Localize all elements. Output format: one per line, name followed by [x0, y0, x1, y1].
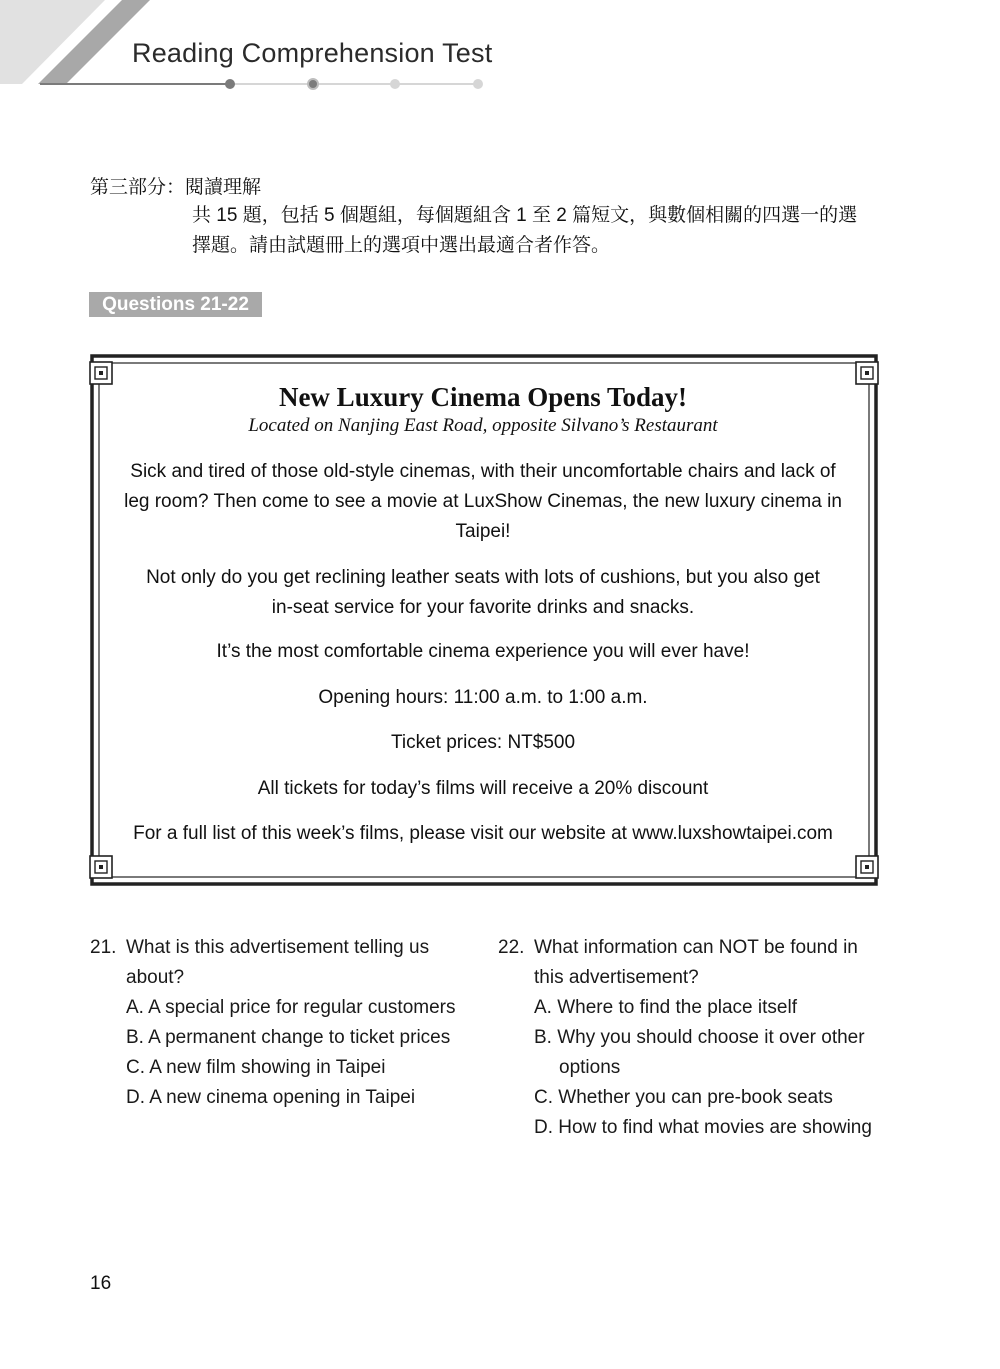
ad-paragraph-1-line-2: leg room? Then come to see a movie at LuxShow Cinemas, the new luxury cinema in [124, 491, 842, 512]
questions-badge: Questions 21-22 [89, 292, 262, 317]
corner-ornament-br [856, 856, 878, 878]
option-b: B. A permanent change to ticket prices [126, 1027, 451, 1048]
section-title: 第三部分：閱讀理解 [90, 177, 262, 198]
corner-ornament-bl [90, 856, 112, 878]
question-stem-line-2: about? [126, 967, 185, 988]
question-number: 22. [498, 937, 525, 958]
ad-discount: All tickets for today’s films will receive a 20% discount [257, 778, 709, 799]
question-stem-line-2: this advertisement? [534, 967, 699, 988]
page-number: 16 [90, 1273, 112, 1294]
question-number: 21. [90, 937, 117, 958]
ad-ticket-prices: Ticket prices: NT$500 [390, 732, 576, 753]
ad-paragraph-3: It’s the most comfortable cinema experience you will ever have! [216, 641, 750, 662]
option-b: B. Why you should choose it over other [534, 1027, 865, 1048]
running-title: Reading Comprehension Test [132, 38, 493, 68]
ad-paragraph-1-line-3: Taipei! [455, 521, 511, 542]
question-21 [90, 933, 490, 1123]
header-dot-4 [473, 79, 483, 89]
section-description-line-1: 共 15 題，包括 5 個題組，每個題組含 1 至 2 篇短文，與數個相關的四選一的選 [192, 205, 858, 226]
option-d: D. A new cinema opening in Taipei [126, 1087, 416, 1108]
corner-ornament-tr [856, 362, 878, 384]
option-c: C. Whether you can pre-book seats [534, 1087, 833, 1108]
option-b-continued: options [559, 1057, 621, 1078]
ad-website: For a full list of this week’s films, please visit our website at www.luxshowtaipei.com [133, 823, 833, 844]
option-a: A. Where to find the place itself [534, 997, 797, 1018]
corner-ornament-tl [90, 362, 112, 384]
ad-title: New Luxury Cinema Opens Today! [278, 382, 688, 412]
ad-paragraph-1 [110, 457, 856, 547]
header-dot-3 [390, 79, 400, 89]
section-description [192, 201, 892, 260]
header-dot-1 [225, 79, 235, 89]
option-c: C. A new film showing in Taipei [126, 1057, 386, 1078]
ad-opening-hours: Opening hours: 11:00 a.m. to 1:00 a.m. [318, 687, 648, 708]
ad-paragraph-2 [110, 563, 856, 623]
option-a: A. A special price for regular customers [126, 997, 456, 1018]
section-description-line-2: 擇題。請由試題冊上的選項中選出最適合者作答。 [192, 234, 611, 256]
ad-subtitle: Located on Nanjing East Road, opposite Silvano’s Restaurant [248, 415, 718, 436]
question-stem [126, 933, 429, 993]
option-d: D. How to find what movies are showing [534, 1117, 872, 1138]
ad-paragraph-2-line-2: in-seat service for your favorite drinks and snacks. [271, 597, 695, 618]
question-stem-line-1: What information can NOT be found in [534, 937, 858, 958]
header-rule [40, 76, 490, 92]
question-stem-line-1: What is this advertisement telling us [126, 937, 430, 958]
header-dot-2 [308, 79, 318, 89]
ad-paragraph-2-line-1: Not only do you get reclining leather seats with lots of cushions, but you also get [146, 567, 820, 588]
question-22 [498, 933, 898, 1153]
ad-paragraph-1-line-1: Sick and tired of those old-style cinemas, with their uncomfortable chairs and lack of [130, 461, 836, 482]
question-stem [534, 933, 858, 993]
